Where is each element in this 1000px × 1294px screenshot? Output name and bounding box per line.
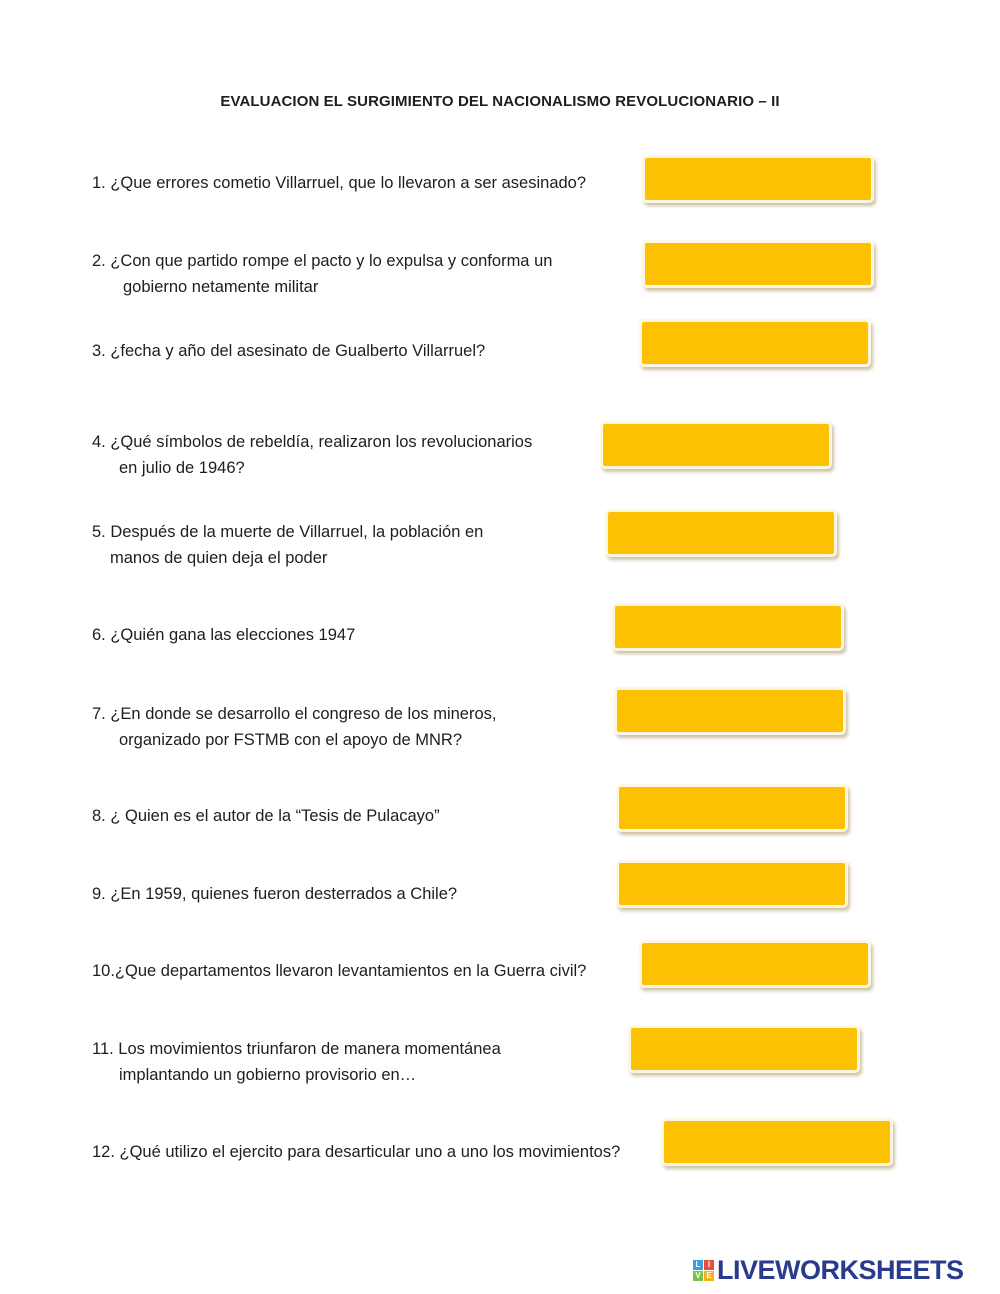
question-10 <box>92 958 586 984</box>
question-4-text: 4. ¿Qué símbolos de rebeldía, realizaron los revolucionarios <box>92 433 533 451</box>
question-12 <box>92 1139 620 1165</box>
question-9-text: 9. ¿En 1959, quienes fueron desterrados a Chile? <box>92 885 458 903</box>
question-7-text: 7. ¿En donde se desarrollo el congreso de los mineros, <box>92 705 497 723</box>
answer-input-9[interactable] <box>616 860 848 908</box>
answer-input-2[interactable] <box>642 240 874 288</box>
question-5 <box>92 519 483 571</box>
answer-input-5[interactable] <box>605 509 837 557</box>
question-6 <box>92 622 355 648</box>
worksheet-title: EVALUACION EL SURGIMIENTO DEL NACIONALISMO REVOLUCIONARIO – II <box>220 93 780 110</box>
question-10-text: 10.¿Que departamentos llevaron levantamientos en la Guerra civil? <box>92 962 587 980</box>
answer-input-4[interactable] <box>600 421 832 469</box>
question-2 <box>92 248 552 300</box>
question-2-text: 2. ¿Con que partido rompe el pacto y lo expulsa y conforma un <box>92 252 553 270</box>
question-4 <box>92 429 532 481</box>
question-4-text-cont: en julio de 1946? <box>119 459 245 477</box>
question-7-text-cont: organizado por FSTMB con el apoyo de MNR? <box>119 731 463 749</box>
question-8 <box>92 803 440 829</box>
logo-mark-l: L <box>693 1260 703 1270</box>
question-6-text: 6. ¿Quién gana las elecciones 1947 <box>92 626 356 644</box>
answer-input-8[interactable] <box>616 784 848 832</box>
question-9 <box>92 881 457 907</box>
answer-input-7[interactable] <box>614 687 846 735</box>
question-7 <box>92 701 496 753</box>
answer-input-10[interactable] <box>639 940 871 988</box>
answer-input-11[interactable] <box>628 1025 860 1073</box>
answer-input-12[interactable] <box>661 1118 893 1166</box>
question-11 <box>92 1036 501 1088</box>
logo-mark-v: V <box>693 1271 703 1281</box>
liveworksheets-logo-text: LIVEWORKSHEETS <box>717 1254 964 1285</box>
question-11-text: 11. Los movimientos triunfaron de manera momentánea <box>92 1040 501 1058</box>
question-11-text-cont: implantando un gobierno provisorio en… <box>119 1066 417 1084</box>
question-1 <box>92 170 586 196</box>
liveworksheets-logo <box>693 1255 964 1285</box>
answer-input-6[interactable] <box>612 603 844 651</box>
answer-input-1[interactable] <box>642 155 874 203</box>
liveworksheets-logo-icon <box>693 1260 714 1281</box>
logo-mark-i: I <box>704 1260 714 1270</box>
question-2-text-cont: gobierno netamente militar <box>123 278 319 296</box>
answer-input-3[interactable] <box>639 319 871 367</box>
question-3-text: 3. ¿fecha y año del asesinato de Gualberto Villarruel? <box>92 342 486 360</box>
question-12-text: 12. ¿Qué utilizo el ejercito para desarticular uno a uno los movimientos? <box>92 1143 621 1161</box>
question-8-text: 8. ¿ Quien es el autor de la “Tesis de Pulacayo” <box>92 807 440 825</box>
question-5-text: 5. Después de la muerte de Villarruel, la población en <box>92 523 484 541</box>
logo-mark-e: E <box>704 1271 714 1281</box>
question-1-text: 1. ¿Que errores cometio Villarruel, que lo llevaron a ser asesinado? <box>92 174 587 192</box>
question-5-text-cont: manos de quien deja el poder <box>110 549 328 567</box>
question-3 <box>92 338 485 364</box>
